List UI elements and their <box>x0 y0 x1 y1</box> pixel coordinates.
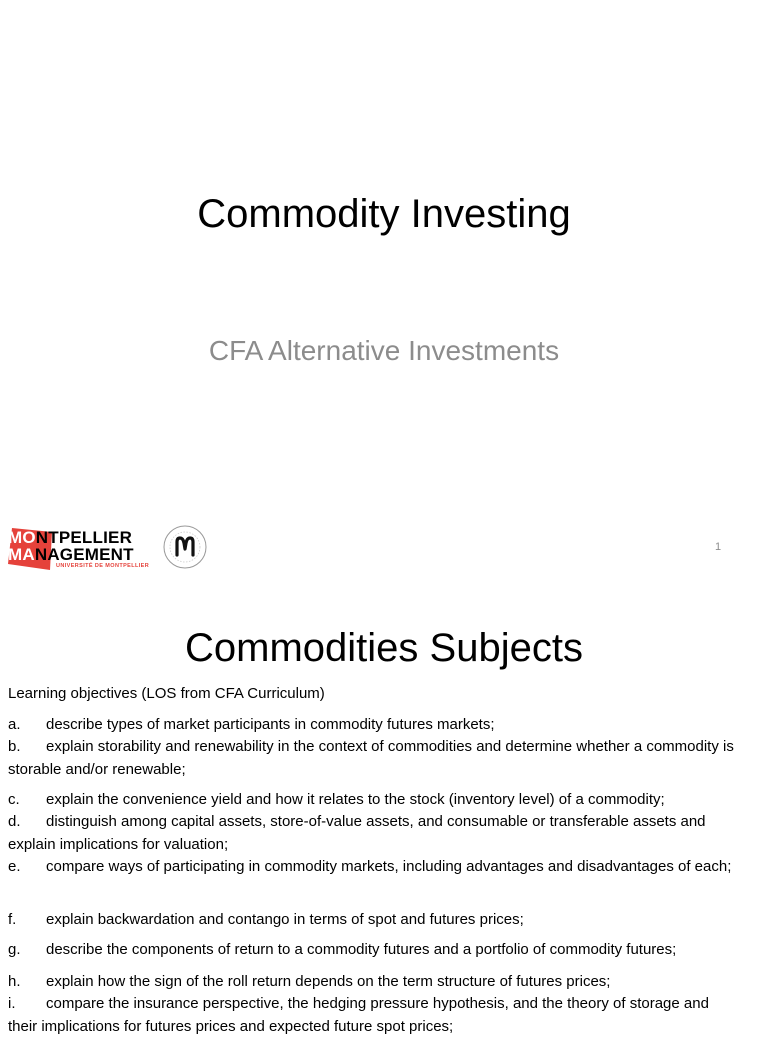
objective-text: explain storability and renewability in the context of commodities and determine whether a commodity is storable and/or renewable; <box>8 738 734 778</box>
objective-letter: i. <box>8 995 16 1012</box>
objective-letter: f. <box>8 911 17 928</box>
page-number: 1 <box>714 541 722 553</box>
objective-letter: g. <box>8 941 21 958</box>
objective-letter: e. <box>8 858 21 875</box>
objective-letter: b. <box>8 738 21 755</box>
objectives-intro: Learning objectives (LOS from CFA Curriculum) <box>8 685 325 702</box>
objective-item <box>8 939 740 962</box>
logo-line2-highlight: MA <box>8 545 35 564</box>
montpellier-management-logo <box>8 523 208 573</box>
objective-text: compare the insurance perspective, the hedging pressure hypothesis, and the theory of storage and their implications for futures prices and expected future spot prices; <box>8 995 709 1035</box>
objective-item <box>8 856 740 879</box>
objective-item <box>8 811 740 856</box>
logo-line2-rest: NAGEMENT <box>34 545 134 564</box>
objective-item <box>8 993 740 1038</box>
objective-text: distinguish among capital assets, store-of-value assets, and consumable or transferable assets and explain implications for valuation; <box>8 813 706 853</box>
logo-line1-rest: NTPELLIER <box>35 528 133 547</box>
slide-title: Commodity Investing <box>197 192 571 236</box>
objective-item <box>8 971 740 994</box>
objective-text: explain how the sign of the roll return depends on the term structure of futures prices; <box>46 973 611 990</box>
objective-item <box>8 909 740 932</box>
objective-text: describe types of market participants in commodity futures markets; <box>46 716 495 733</box>
objective-letter: h. <box>8 973 21 990</box>
objective-text: compare ways of participating in commodity markets, including advantages and disadvantages of each; <box>46 858 732 875</box>
logo-wordmark <box>8 529 134 563</box>
logo-subline: UNIVERSITÉ DE MONTPELLIER <box>56 563 150 569</box>
subjects-slide <box>0 580 768 1035</box>
objective-letter: a. <box>8 716 21 733</box>
slide-subtitle: CFA Alternative Investments <box>208 335 560 366</box>
objective-item <box>8 789 740 812</box>
objective-item <box>8 714 740 737</box>
objective-text: describe the components of return to a commodity futures and a portfolio of commodity futures; <box>46 941 677 958</box>
university-seal-icon <box>163 525 207 569</box>
objective-item <box>8 736 740 781</box>
objective-letter: d. <box>8 813 21 830</box>
logo-line1-highlight: MO <box>8 528 36 547</box>
objective-text: explain the convenience yield and how it relates to the stock (inventory level) of a commodity; <box>46 791 665 808</box>
slide-title: Commodities Subjects <box>185 626 583 670</box>
objective-letter: c. <box>8 791 20 808</box>
objective-text: explain backwardation and contango in terms of spot and futures prices; <box>46 911 524 928</box>
